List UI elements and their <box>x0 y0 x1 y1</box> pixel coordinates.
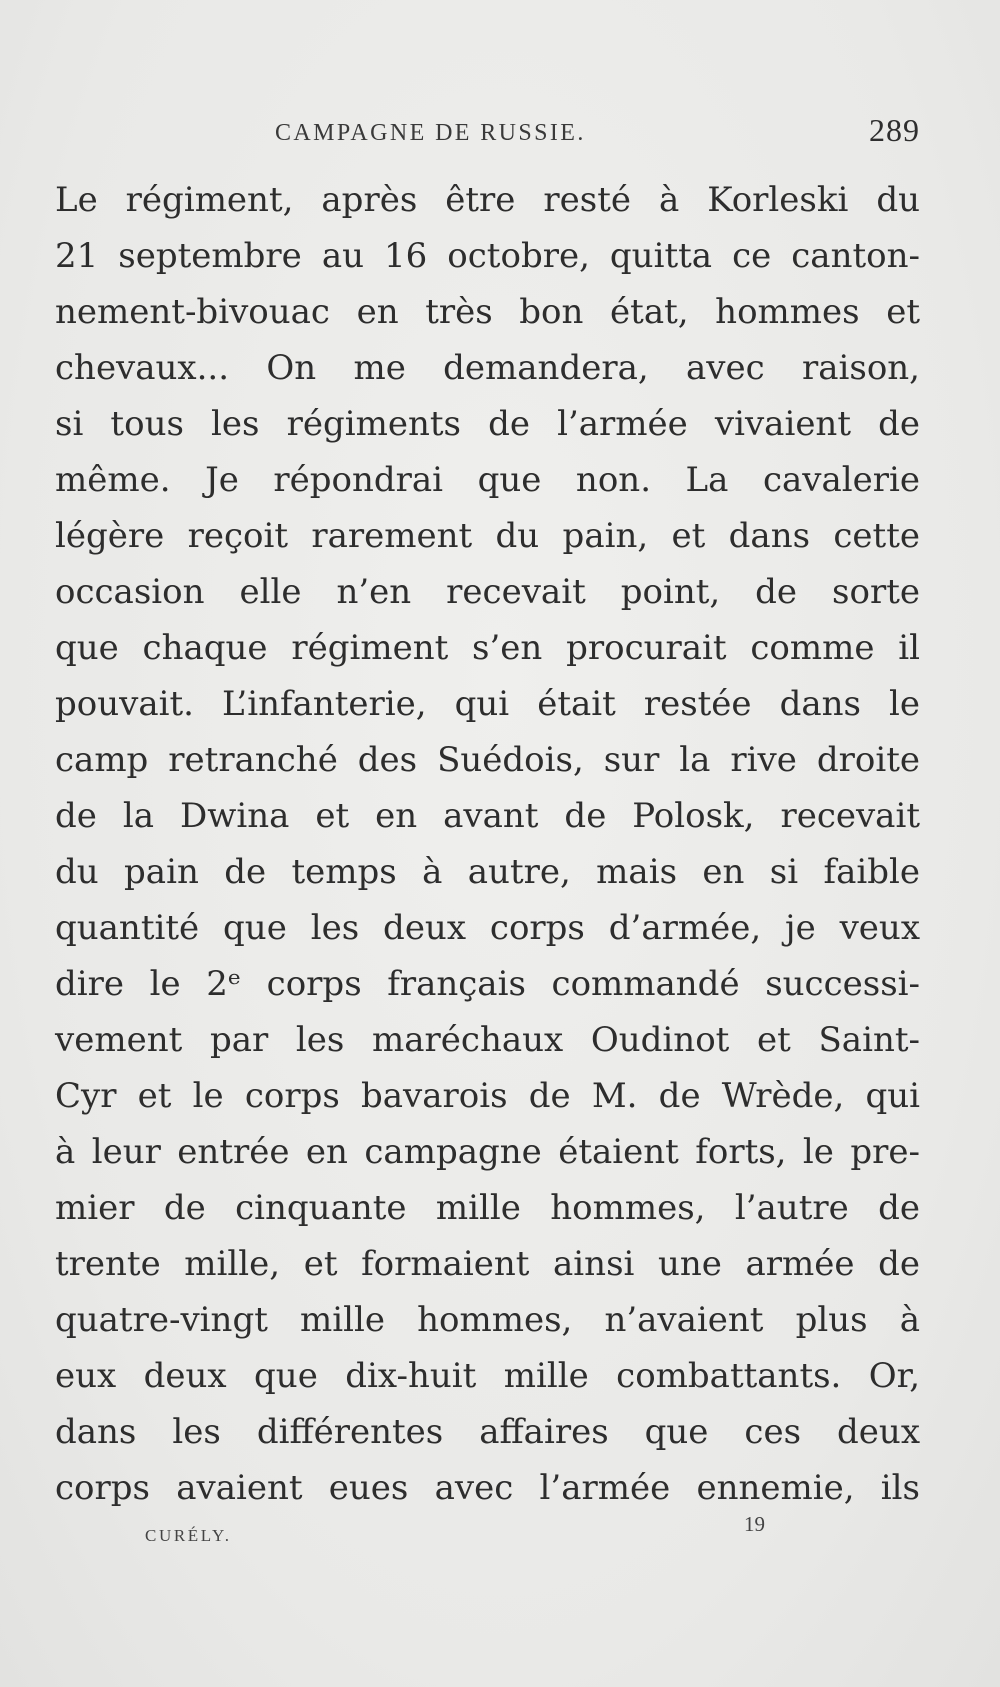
signature-mark: CURÉLY. <box>145 1526 232 1545</box>
text-line: Cyr et le corps bavarois de M. de Wrède, qui <box>55 1076 920 1116</box>
text-line: de la Dwina et en avant de Polosk, recevait <box>55 796 920 836</box>
text-line: camp retranché des Suédois, sur la rive droite <box>55 740 920 780</box>
text-line: chevaux... On me demandera, avec raison, <box>55 348 920 388</box>
text-line: occasion elle n’en recevait point, de sorte <box>55 572 920 612</box>
text-line: mier de cinquante mille hommes, l’autre de <box>55 1188 920 1228</box>
page-number: 289 <box>869 112 920 148</box>
text-line: que chaque régiment s’en procurait comme il <box>55 628 920 668</box>
text-line: si tous les régiments de l’armée vivaient de <box>55 404 920 444</box>
text-line: 21 septembre au 16 octobre, quitta ce canton- <box>55 236 920 276</box>
signature-number: 19 <box>744 1512 765 1536</box>
text-line: légère reçoit rarement du pain, et dans cette <box>55 516 920 556</box>
text-line: du pain de temps à autre, mais en si faible <box>55 852 920 892</box>
text-line: trente mille, et formaient ainsi une armée de <box>55 1244 920 1284</box>
text-line: quatre-vingt mille hommes, n’avaient plus à <box>55 1300 920 1340</box>
text-line: dans les différentes affaires que ces deux <box>55 1412 920 1452</box>
text-line: vement par les maréchaux Oudinot et Saint- <box>55 1020 920 1060</box>
text-line: corps avaient eues avec l’armée ennemie, ils <box>55 1468 920 1508</box>
text-line: Le régiment, après être resté à Korleski du <box>55 180 920 220</box>
text-line: pouvait. L’infanterie, qui était restée dans le <box>55 684 920 724</box>
text-line: même. Je répondrai que non. La cavalerie <box>55 460 920 500</box>
text-line: dire le 2ᵉ corps français commandé successi- <box>55 964 920 1004</box>
body-text <box>55 172 920 1516</box>
running-title: CAMPAGNE DE RUSSIE. <box>275 120 586 146</box>
text-line: nement-bivouac en très bon état, hommes et <box>55 292 920 332</box>
text-line: eux deux que dix-huit mille combattants. Or, <box>55 1356 920 1396</box>
text-line: quantité que les deux corps d’armée, je veux <box>55 908 920 948</box>
running-head <box>55 112 920 152</box>
text-line: à leur entrée en campagne étaient forts, le pre- <box>55 1132 920 1172</box>
